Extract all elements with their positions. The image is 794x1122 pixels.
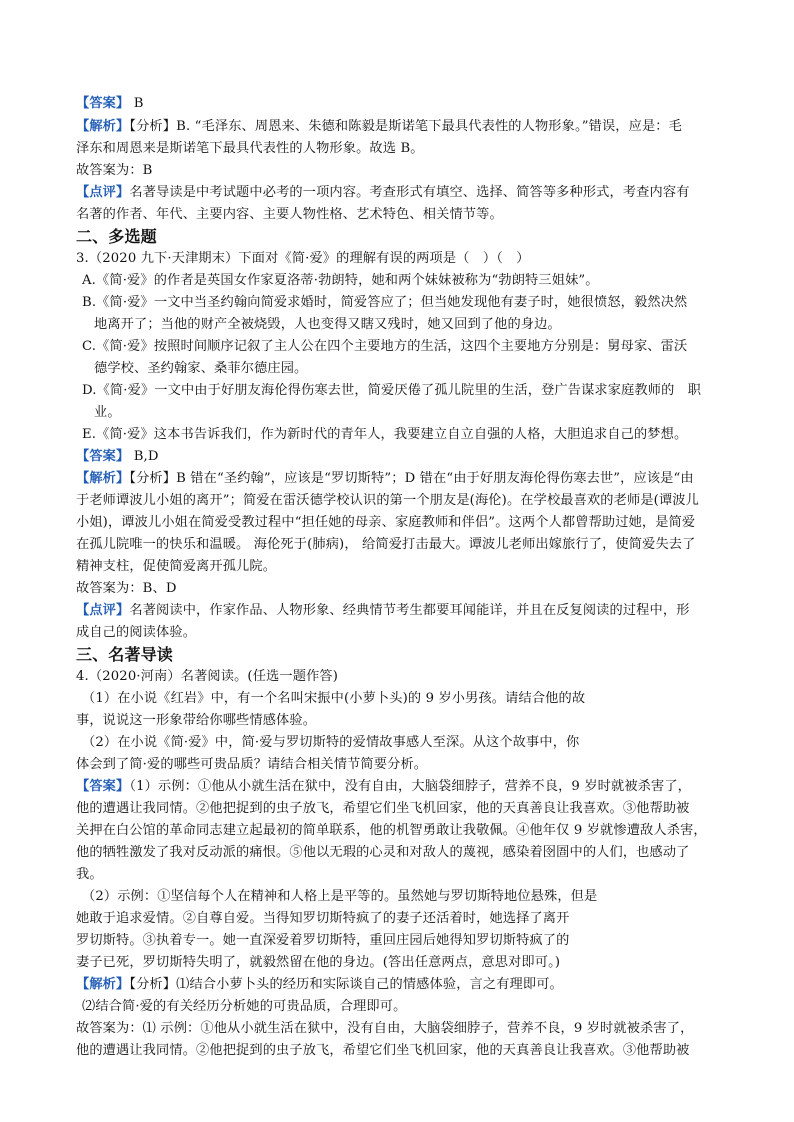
q2-comment-line-2: 名著的作者、年代、主要内容、主要人物性格、艺术特色、相关情节等。 [76,207,503,222]
q4-answer-line-3: 关押在白公馆的革命同志建立起最初的简单联系，他的机智勇敢让我敬佩。④他年仅 9 岁就惨遭敌人杀害， [76,823,707,838]
answer-tag: 【答案】 [76,96,130,111]
q3-analysis-line-3: 小姐)，谭波儿小姐在简爱受教过程中“担任她的母亲、家庭教师和伴侣”。这两个人都曾帮助过她，是简爱 [76,515,696,530]
q4-answer-line-2: 他的遭遇让我同情。②他把捉到的虫子放飞，希望它们坐飞机回家，他的天真善良让我喜欢。③他帮助被 [76,801,690,816]
q4-answer-line-5: 我。 [76,867,103,882]
q3-analysis-line-5: 精神支柱，促使简爱离开孤儿院。 [76,559,277,574]
analysis-tag: 【解析】 [76,977,130,992]
q2-analysis-line-1: 【解析】【分析】B. “毛泽东、周恩来、朱德和陈毅是斯诺笔下最具代表性的人物形象。”错误，应是：毛 [76,119,682,134]
q3-analysis-line-1: 【解析】【分析】B 错在“圣约翰”，应该是“罗切斯特”；D 错在“由于好朋友海伦得伤寒去世”，应该是“由 [76,471,694,486]
q3-final-answer: 故答案为：B、D [76,581,177,596]
q3-option-c-line-2: 德学校、圣约翰家、桑菲尔德庄园。 [94,361,308,376]
q4-answer-line-4: 他的牺牲激发了我对反动派的痛恨。⑤他以无瑕的心灵和对敌人的蔑视，感染着囹圄中的人们，也感动了 [76,845,690,860]
q4-answer2-line-3: 罗切斯特。③执着专一。她一直深爱着罗切斯特，重回庄园后她得知罗切斯特疯了的 [76,933,570,948]
q3-option-e: E.《简·爱》这本书告诉我们，作为新时代的青年人，我要建立自立自强的人格，大胆追求自己的梦想。 [82,427,688,442]
q3-answer: B,D [129,449,159,464]
q2-analysis-line-2: 泽东和周恩来是斯诺笔下最具代表性的人物形象。故选 B。 [76,141,424,156]
q2-final-answer: 故答案为：B [76,163,153,178]
q3-comment-line-2: 成自己的阅读体验。 [76,625,197,640]
q4-answer2-line-4: 妻子已死，罗切斯特失明了，就毅然留在他的身边。(答出任意两点，意思对即可。) [76,955,561,970]
q4-sub2-line-1: （2）在小说《简·爱》中，简·爱与罗切斯特的爱情故事感人至深。从这个故事中，你 [82,735,580,750]
answer-tag: 【答案】 [76,779,130,794]
answer-tag: 【答案】 [76,449,130,464]
q4-analysis-line-2: ⑵结合简·爱的有关经历分析她的可贵品质，合理即可。 [82,999,407,1014]
q2-answer-line [76,94,144,114]
q3-option-d-line-2: 业。 [94,405,121,420]
q2-answer: B [129,96,144,111]
q3-option-d-line-1: D.《简·爱》一文中由于好朋友海伦得伤寒去世，简爱厌倦了孤儿院里的生活，登广告谋求家庭教师的 职 [82,383,702,398]
q2-comment-line-1: 【点评】名著导读是中考试题中必考的一项内容。考查形式有填空、选择、简答等多种形式，考查内容有 [76,185,690,200]
q3-option-a: A.《简·爱》的作者是英国女作家夏洛蒂·勃朗特，她和两个妹妹被称为“勃朗特三姐妹”。 [82,273,599,288]
q3-comment-line-1: 【点评】名著阅读中，作家作品、人物形象、经典情节考生都要耳闻能详，并且在反复阅读的过程中，形 [76,603,690,618]
q3-option-c-line-1: C.《简·爱》按照时间顺序记叙了主人公在四个主要地方的生活，这四个主要地方分别是：舅母家、雷沃 [82,339,688,354]
comment-tag: 【点评】 [76,603,130,618]
comment-tag: 【点评】 [76,185,130,200]
q3-stem: 3.（2020 九下·天津期末）下面对《简·爱》的理解有误的两项是（ ）（ ） [76,251,530,266]
q3-option-b-line-2: 地离开了；当他的财产全被烧毁，人也变得又瞎又残时，她又回到了他的身边。 [94,317,561,332]
q4-final-line-1: 故答案为：⑴ 示例：①他从小就生活在狱中，没有自由，大脑袋细脖子，营养不良，9 岁时就被杀害了， [76,1021,694,1036]
analysis-tag: 【解析】 [76,471,130,486]
q3-analysis-line-4: 在孤儿院唯一的快乐和温暖。 海伦死于(肺病)， 给简爱打击最大。谭波儿老师出嫁旅行了，使简爱失去了 [76,537,696,552]
q4-sub2-line-2: 体会到了简·爱的哪些可贵品质？请结合相关情节简要分析。 [76,757,428,772]
q4-sub1-line-1: （1）在小说《红岩》中，有一个名叫宋振中(小萝卜头)的 9 岁小男孩。请结合他的故 [82,691,586,706]
q4-stem: 4.（2020·河南）名著阅读。(任选一题作答) [76,669,339,684]
q4-analysis-line-1: 【解析】【分析】⑴结合小萝卜头的经历和实际谈自己的情感体验，言之有理即可。 [76,977,563,992]
q4-final-line-2: 他的遭遇让我同情。②他把捉到的虫子放飞，希望它们坐飞机回家，他的天真善良让我喜欢。③他帮助被 [76,1043,690,1058]
q4-answer2-line-1: （2）示例：①坚信每个人在精神和人格上是平等的。虽然她与罗切斯特地位悬殊，但是 [82,889,598,904]
q4-sub1-line-2: 事，说说这一形象带给你哪些情感体验。 [76,713,317,728]
q4-answer2-line-2: 她敢于追求爱情。②自尊自爱。当得知罗切斯特疯了的妻子还活着时，她选择了离开 [76,911,570,926]
q3-option-b-line-1: B.《简·爱》一文中当圣约翰向简爱求婚时，简爱答应了；但当她发现他有妻子时，她很愤怒，毅然决然 [82,295,688,310]
section-title-classic-reading: 三、名著导读 [76,645,173,664]
q3-answer-line [76,447,159,467]
analysis-tag: 【解析】 [76,119,130,134]
q3-analysis-line-2: 于老师谭波儿小姐的离开”；简爱在雷沃德学校认识的第一个朋友是(海伦)。在学校最喜欢的老师是(谭波儿 [76,493,699,508]
q4-answer-line-1: 【答案】（1）示例：①他从小就生活在狱中，没有自由，大脑袋细脖子，营养不良，9 岁时就被杀害了， [76,779,692,794]
section-title-multiple-choice: 二、多选题 [76,227,157,246]
